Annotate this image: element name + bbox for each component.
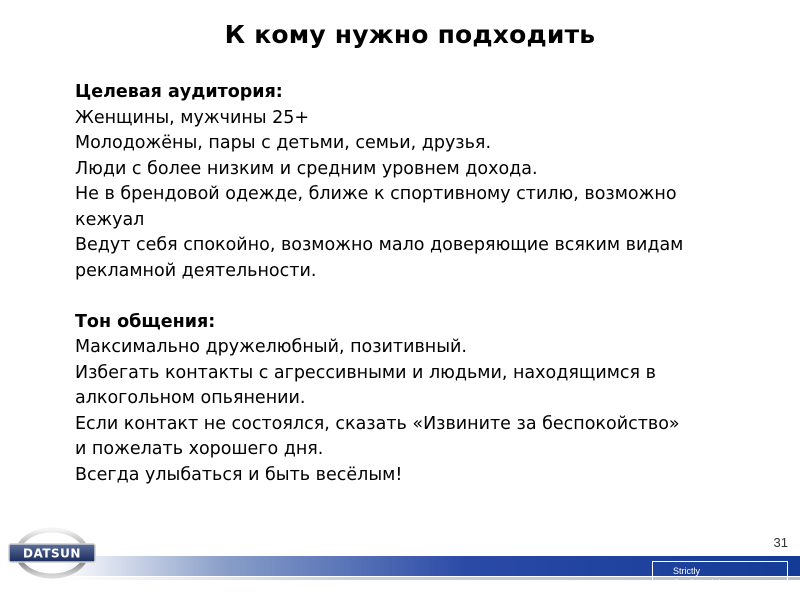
tone-line: Всегда улыбаться и быть весёлым!: [75, 464, 403, 485]
audience-line: рекламной деятельности.: [75, 260, 317, 281]
logo-wordmark: DATSUN: [23, 546, 81, 561]
audience-line: кежуал: [75, 209, 145, 230]
audience-line: Люди с более низким и средним уровнем дохода.: [75, 158, 538, 179]
tone-line: Максимально дружелюбный, позитивный.: [75, 337, 467, 357]
confidential-line-1: Strictly: [673, 566, 700, 576]
slide-title: К кому нужно подходить: [224, 20, 596, 49]
slide-content: [75, 80, 775, 488]
audience-line: Не в брендовой одежде, ближе к спортивному стилю, возможно: [75, 184, 677, 204]
tone-line: и пожелать хорошего дня.: [75, 439, 324, 459]
confidential-line-2: Confidential: [673, 578, 721, 586]
audience-line: Женщины, мужчины 25+: [75, 107, 310, 128]
tone-line: алкогольном опьянении.: [75, 388, 306, 408]
datsun-logo: [6, 527, 98, 579]
confidentiality-label: [652, 561, 788, 586]
page-number: 31: [773, 535, 788, 550]
section-spacer: [75, 284, 775, 310]
audience-heading: Целевая аудитория:: [75, 82, 283, 102]
tone-line: Если контакт не состоялся, сказать «Извините за беспокойство»: [75, 413, 680, 434]
audience-line: Молодожёны, пары с детьми, семьи, друзья.: [75, 133, 492, 153]
tone-heading: Тон общения:: [75, 311, 216, 332]
audience-line: Ведут себя спокойно, возможно мало доверяющие всяким видам: [75, 235, 684, 255]
tone-line: Избегать контакты с агрессивными и людьми, находящимся в: [75, 362, 656, 383]
